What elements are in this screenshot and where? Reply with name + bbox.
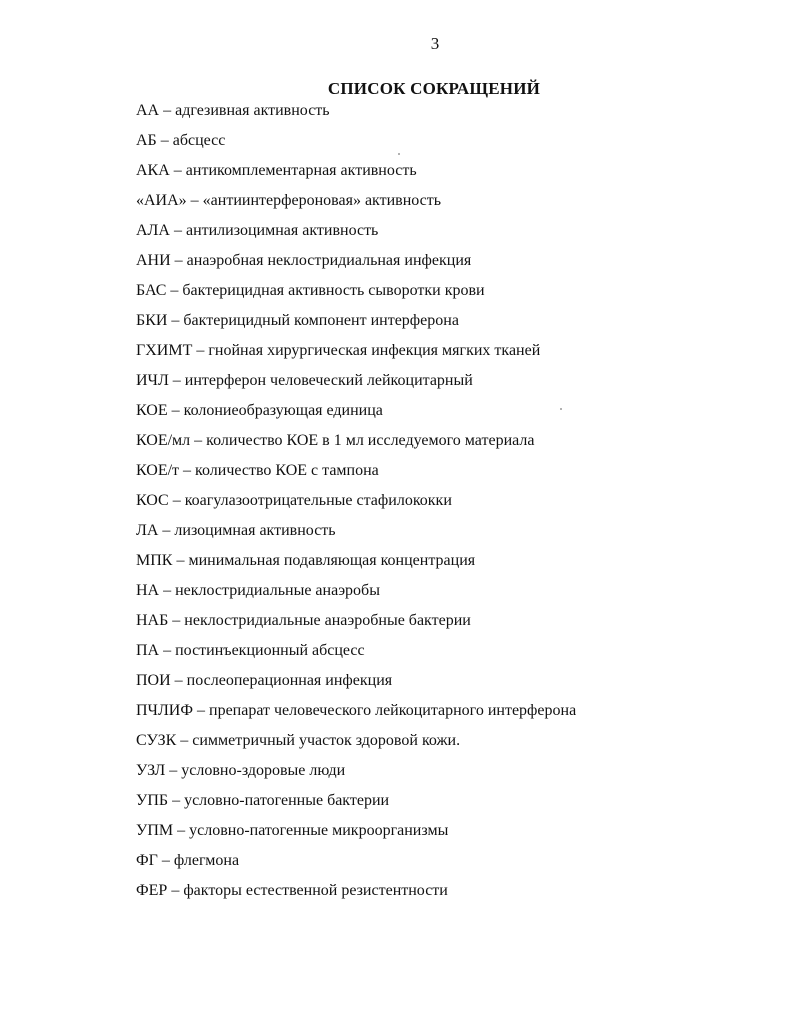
abbreviation-item: НА – неклостридиальные анаэробы bbox=[136, 582, 380, 599]
abbreviation-item: УПМ – условно-патогенные микроорганизмы bbox=[136, 822, 449, 839]
abbreviation-item: КОЕ/т – количество КОЕ с тампона bbox=[136, 462, 379, 479]
abbreviation-item: БКИ – бактерицидный компонент интерферона bbox=[136, 312, 459, 329]
abbreviation-item: ПЧЛИФ – препарат человеческого лейкоцитарного интерферона bbox=[136, 702, 577, 719]
page-number: 3 bbox=[430, 34, 440, 53]
scan-speck bbox=[560, 408, 562, 410]
abbreviation-item: КОЕ – колониеобразующая единица bbox=[136, 402, 383, 419]
abbreviation-list bbox=[136, 100, 756, 910]
abbreviation-item: «АИА» – «антиинтерфероновая» активность bbox=[136, 192, 442, 209]
abbreviation-item: УЗЛ – условно-здоровые люди bbox=[136, 762, 346, 779]
abbreviation-item: КОС – коагулазоотрицательные стафилококки bbox=[136, 492, 452, 509]
abbreviation-item: ГХИМТ – гнойная хирургическая инфекция мягких тканей bbox=[136, 342, 541, 359]
abbreviation-item: АА – адгезивная активность bbox=[136, 102, 330, 119]
abbreviation-item: АЛА – антилизоцимная активность bbox=[136, 222, 379, 239]
abbreviation-item: ФГ – флегмона bbox=[136, 852, 240, 869]
abbreviation-item: НАБ – неклостридиальные анаэробные бактерии bbox=[136, 612, 471, 629]
abbreviation-item: УПБ – условно-патогенные бактерии bbox=[136, 792, 390, 809]
abbreviation-item: ФЕР – факторы естественной резистентности bbox=[136, 882, 448, 899]
abbreviation-item: АБ – абсцесс bbox=[136, 132, 226, 149]
abbreviation-item: ПА – постинъекционный абсцесс bbox=[136, 642, 365, 659]
abbreviation-item: АНИ – анаэробная неклостридиальная инфекция bbox=[136, 252, 472, 269]
abbreviation-item: ПОИ – послеоперационная инфекция bbox=[136, 672, 393, 689]
abbreviation-item: КОЕ/мл – количество КОЕ в 1 мл исследуемого материала bbox=[136, 432, 535, 449]
page-title: СПИСОК СОКРАЩЕНИЙ bbox=[327, 79, 541, 98]
scan-speck bbox=[398, 153, 400, 155]
abbreviation-item: МПК – минимальная подавляющая концентрация bbox=[136, 552, 476, 569]
abbreviation-item: ЛА – лизоцимная активность bbox=[136, 522, 336, 539]
abbreviation-item: АКА – антикомплементарная активность bbox=[136, 162, 417, 179]
abbreviation-item: БАС – бактерицидная активность сыворотки крови bbox=[136, 282, 485, 299]
abbreviation-item: СУЗК – симметричный участок здоровой кожи. bbox=[136, 732, 461, 749]
abbreviation-item: ИЧЛ – интерферон человеческий лейкоцитарный bbox=[136, 372, 473, 389]
